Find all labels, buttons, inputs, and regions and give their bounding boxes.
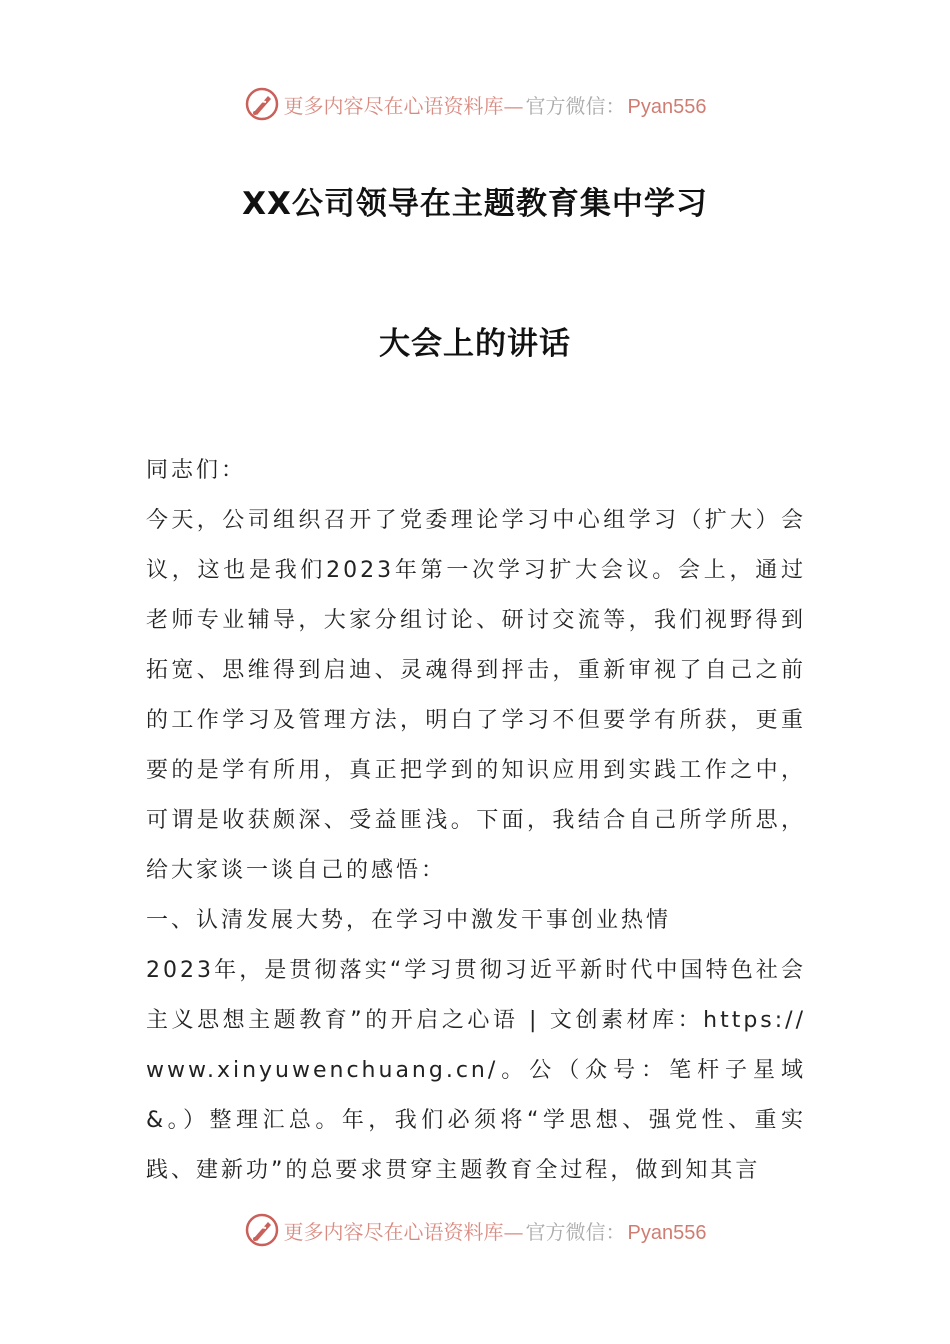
greeting: 同志们： [146, 458, 247, 483]
watermark-footer [0, 1210, 950, 1250]
watermark-main: 更多内容尽在心语资料库 [283, 93, 504, 118]
pen-logo-icon [244, 86, 280, 122]
watermark-account: Pyan556 [627, 1221, 707, 1244]
watermark-header [0, 84, 950, 124]
watermark-account: Pyan556 [627, 95, 707, 118]
document-title-line-1: XX公司领导在主题教育集中学习 [242, 186, 708, 222]
pen-logo-icon [244, 1212, 280, 1248]
document-body [146, 446, 806, 1196]
section-heading-1: 一、认清发展大势，在学习中激发干事创业热情 [146, 908, 672, 933]
watermark-wechat-label: 官方微信： [525, 93, 626, 118]
watermark-text [284, 90, 707, 119]
watermark-dash: — [503, 93, 524, 118]
watermark-wechat-label: 官方微信： [525, 1219, 626, 1244]
watermark-text [284, 1216, 707, 1245]
document-title-line-2: 大会上的讲话 [379, 326, 571, 362]
paragraph-2: 2023年，是贯彻落实“学习贯彻习近平新时代中国特色社会主义思想主题教育”的开启之心语 | 文创素材库：https://www.xinyuwenchuang.cn/。公（众号：笔杆子星域&。）整理汇总。年，我们必须将“学思想、强党性、重实践、建新功”的总要求贯穿主题教育全过程，做到知其言 [146, 958, 806, 1183]
watermark-main: 更多内容尽在心语资料库 [283, 1219, 504, 1244]
watermark-dash: — [503, 1219, 524, 1244]
paragraph-1: 今天，公司组织召开了党委理论学习中心组学习（扩大）会议，这也是我们2023年第一次学习扩大会议。会上，通过老师专业辅导，大家分组讨论、研讨交流等，我们视野得到拓宽、思维得到启迪、灵魂得到抨击，重新审视了自己之前的工作学习及管理方法，明白了学习不但要学有所获，更重要的是学有所用，真正把学到的知识应用到实践工作之中，可谓是收获颇深、受益匪浅。下面，我结合自己所学所思，给大家谈一谈自己的感悟： [146, 508, 806, 883]
